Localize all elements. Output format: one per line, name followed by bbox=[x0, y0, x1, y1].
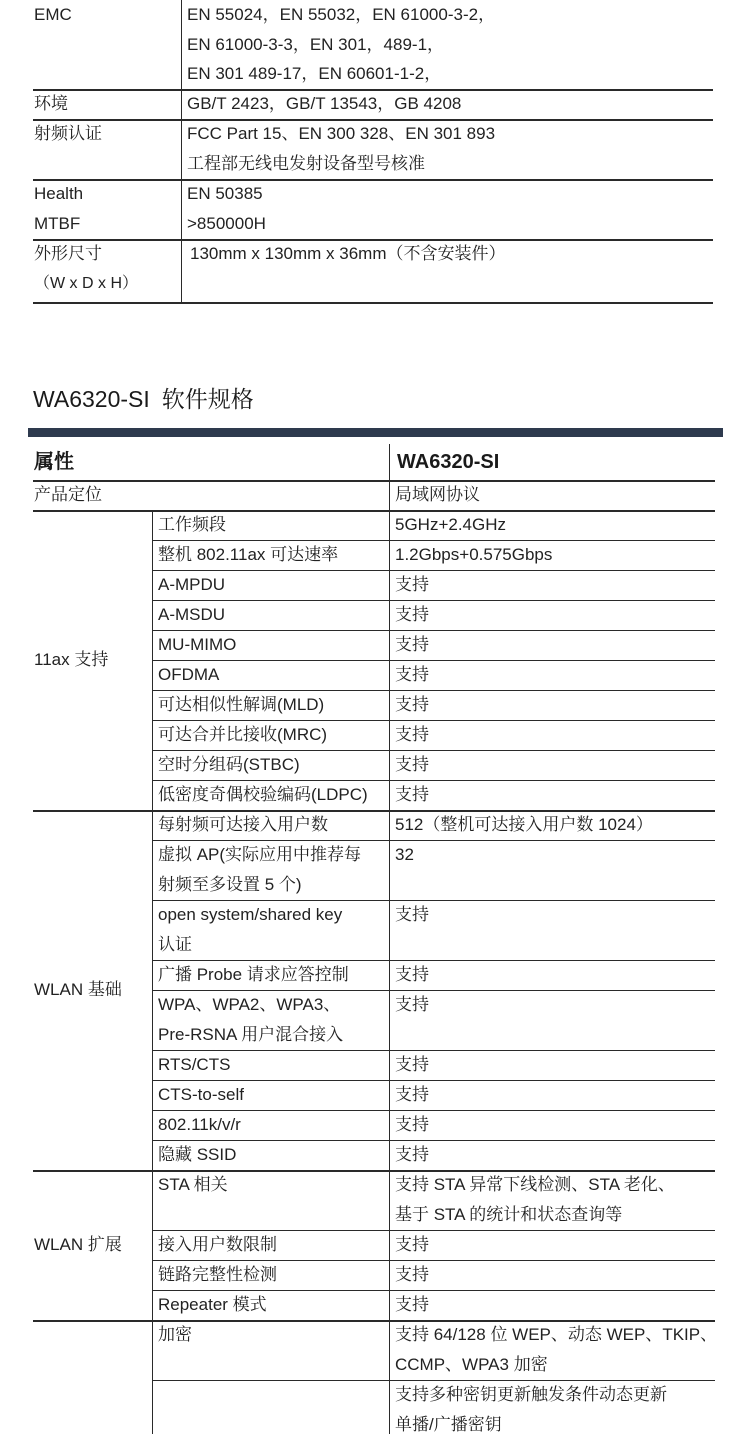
row-value-emc-line1: EN 55024，EN 55032，EN 61000-3-2， bbox=[187, 5, 496, 24]
spec-value: CCMP、WPA3 加密 bbox=[395, 1355, 548, 1374]
row-label-rf-cert: 射频认证 bbox=[34, 124, 102, 143]
spec-item: A-MSDU bbox=[158, 605, 226, 624]
spec-item: 低密度奇偶校验编码(LDPC) bbox=[158, 785, 368, 804]
spec-value: 32 bbox=[395, 845, 414, 864]
group-label: WLAN 扩展 bbox=[34, 1235, 122, 1254]
spec-value: 支持 bbox=[395, 1055, 429, 1074]
spec-value: 支持 bbox=[395, 905, 429, 924]
row-divider bbox=[152, 660, 715, 661]
spec-value: 支持 bbox=[395, 1235, 429, 1254]
spec-item: RTS/CTS bbox=[158, 1055, 231, 1074]
spec-value: 支持 bbox=[395, 755, 429, 774]
column-divider bbox=[389, 444, 390, 1434]
spec-value: 支持 bbox=[395, 605, 429, 624]
spec-value: 支持 bbox=[395, 665, 429, 684]
row-divider bbox=[152, 570, 715, 571]
spec-value: 5GHz+2.4GHz bbox=[395, 515, 507, 534]
spec-item: 整机 802.11ax 可达速率 bbox=[158, 545, 339, 564]
section-title-model: WA6320-SI bbox=[33, 386, 150, 412]
header-attribute: 属性 bbox=[34, 451, 74, 473]
spec-value: 512（整机可达接入用户数 1024） bbox=[395, 815, 653, 834]
row-divider bbox=[152, 1140, 715, 1141]
spec-item: OFDMA bbox=[158, 665, 220, 684]
spec-value: 支持 STA 异常下线检测、STA 老化、 bbox=[395, 1175, 675, 1194]
row-label-mtbf: MTBF bbox=[34, 214, 81, 233]
spec-value: 支持 bbox=[395, 1085, 429, 1104]
spec-item: 隐藏 SSID bbox=[158, 1145, 237, 1164]
row-value-environment: GB/T 2423，GB/T 13543，GB 4208 bbox=[187, 94, 462, 113]
row-divider bbox=[33, 480, 715, 482]
spec-item: 802.11k/v/r bbox=[158, 1115, 241, 1134]
spec-value: 单播/广播密钥 bbox=[395, 1415, 502, 1434]
row-label-dimensions-unit: （W x D x H） bbox=[34, 275, 138, 292]
spec-item: 加密 bbox=[158, 1325, 192, 1344]
spec-value: 支持 bbox=[395, 995, 429, 1014]
spec-item: STA 相关 bbox=[158, 1175, 228, 1194]
table-divider bbox=[181, 0, 182, 304]
row-value-rf-cert-line1: FCC Part 15、EN 300 328、EN 301 893 bbox=[187, 124, 496, 143]
group-label: 11ax 支持 bbox=[34, 650, 109, 669]
spec-value: 支持 bbox=[395, 1265, 429, 1284]
spec-value: 支持 64/128 位 WEP、动态 WEP、TKIP、 bbox=[395, 1325, 718, 1344]
row-value-health: EN 50385 bbox=[187, 184, 263, 203]
row-label-health: Health bbox=[34, 184, 84, 203]
positioning-label: 产品定位 bbox=[34, 485, 102, 504]
spec-item: A-MPDU bbox=[158, 575, 226, 594]
row-divider bbox=[33, 510, 715, 512]
spec-value: 支持 bbox=[395, 785, 429, 804]
spec-value: 支持 bbox=[395, 1115, 429, 1134]
section-title-text: 软件规格 bbox=[161, 386, 254, 412]
spec-item: 工作频段 bbox=[158, 515, 226, 534]
column-divider bbox=[152, 1170, 153, 1320]
row-divider bbox=[152, 1050, 715, 1051]
spec-item: CTS-to-self bbox=[158, 1085, 244, 1104]
spec-value: 支持 bbox=[395, 695, 429, 714]
spec-item: 认证 bbox=[158, 935, 192, 954]
row-divider bbox=[152, 630, 715, 631]
spec-item: Pre-RSNA 用户混合接入 bbox=[158, 1025, 344, 1044]
spec-item: 广播 Probe 请求应答控制 bbox=[158, 965, 349, 984]
spec-value: 支持 bbox=[395, 575, 429, 594]
column-divider bbox=[152, 810, 153, 1170]
table-bottom-border bbox=[33, 302, 713, 304]
spec-item: 可达相似性解调(MLD) bbox=[158, 695, 325, 714]
spec-item: 空时分组码(STBC) bbox=[158, 755, 300, 774]
section-title bbox=[33, 381, 254, 417]
spec-item: 链路完整性检测 bbox=[158, 1265, 277, 1284]
row-value-rf-cert-line2: 工程部无线电发射设备型号核准 bbox=[187, 154, 425, 173]
group-label: WLAN 基础 bbox=[34, 980, 122, 999]
spec-item: 射频至多设置 5 个) bbox=[158, 875, 302, 894]
header-model: WA6320-SI bbox=[397, 451, 500, 473]
row-label-dimensions: 外形尺寸 bbox=[34, 244, 102, 263]
spec-item: 接入用户数限制 bbox=[158, 1235, 277, 1254]
spec-value: 支持 bbox=[395, 725, 429, 744]
row-value-emc-line2: EN 61000-3-3，EN 301，489-1， bbox=[187, 35, 445, 54]
row-value-dimensions: 130mm x 130mm x 36mm（不含安装件） bbox=[190, 244, 506, 263]
spec-item: WPA、WPA2、WPA3、 bbox=[158, 995, 341, 1014]
positioning-value: 局域网协议 bbox=[395, 485, 480, 504]
spec-item: open system/shared key bbox=[158, 905, 343, 924]
column-divider bbox=[152, 1320, 153, 1434]
spec-item: 每射频可达接入用户数 bbox=[158, 815, 328, 834]
spec-value: 支持 bbox=[395, 1145, 429, 1164]
spec-item: Repeater 模式 bbox=[158, 1295, 267, 1314]
section-title-bar bbox=[28, 428, 723, 437]
spec-value: 支持 bbox=[395, 1295, 429, 1314]
spec-item: 虚拟 AP(实际应用中推荐每 bbox=[158, 845, 362, 864]
row-divider bbox=[33, 179, 713, 181]
row-divider bbox=[152, 600, 715, 601]
spec-item: MU-MIMO bbox=[158, 635, 237, 654]
spec-value: 基于 STA 的统计和状态查询等 bbox=[395, 1205, 623, 1224]
row-label-environment: 环境 bbox=[34, 94, 68, 113]
column-divider bbox=[152, 510, 153, 810]
row-label-emc: EMC bbox=[34, 5, 72, 24]
row-value-mtbf: >850000H bbox=[187, 214, 266, 233]
row-value-emc-line3: EN 301 489-17，EN 60601-1-2， bbox=[187, 64, 442, 83]
spec-value: 支持 bbox=[395, 965, 429, 984]
spec-item: 可达合并比接收(MRC) bbox=[158, 725, 328, 744]
spec-value: 1.2Gbps+0.575Gbps bbox=[395, 545, 553, 564]
spec-value: 支持 bbox=[395, 635, 429, 654]
spec-value: 支持多种密钥更新触发条件动态更新 bbox=[395, 1385, 667, 1404]
